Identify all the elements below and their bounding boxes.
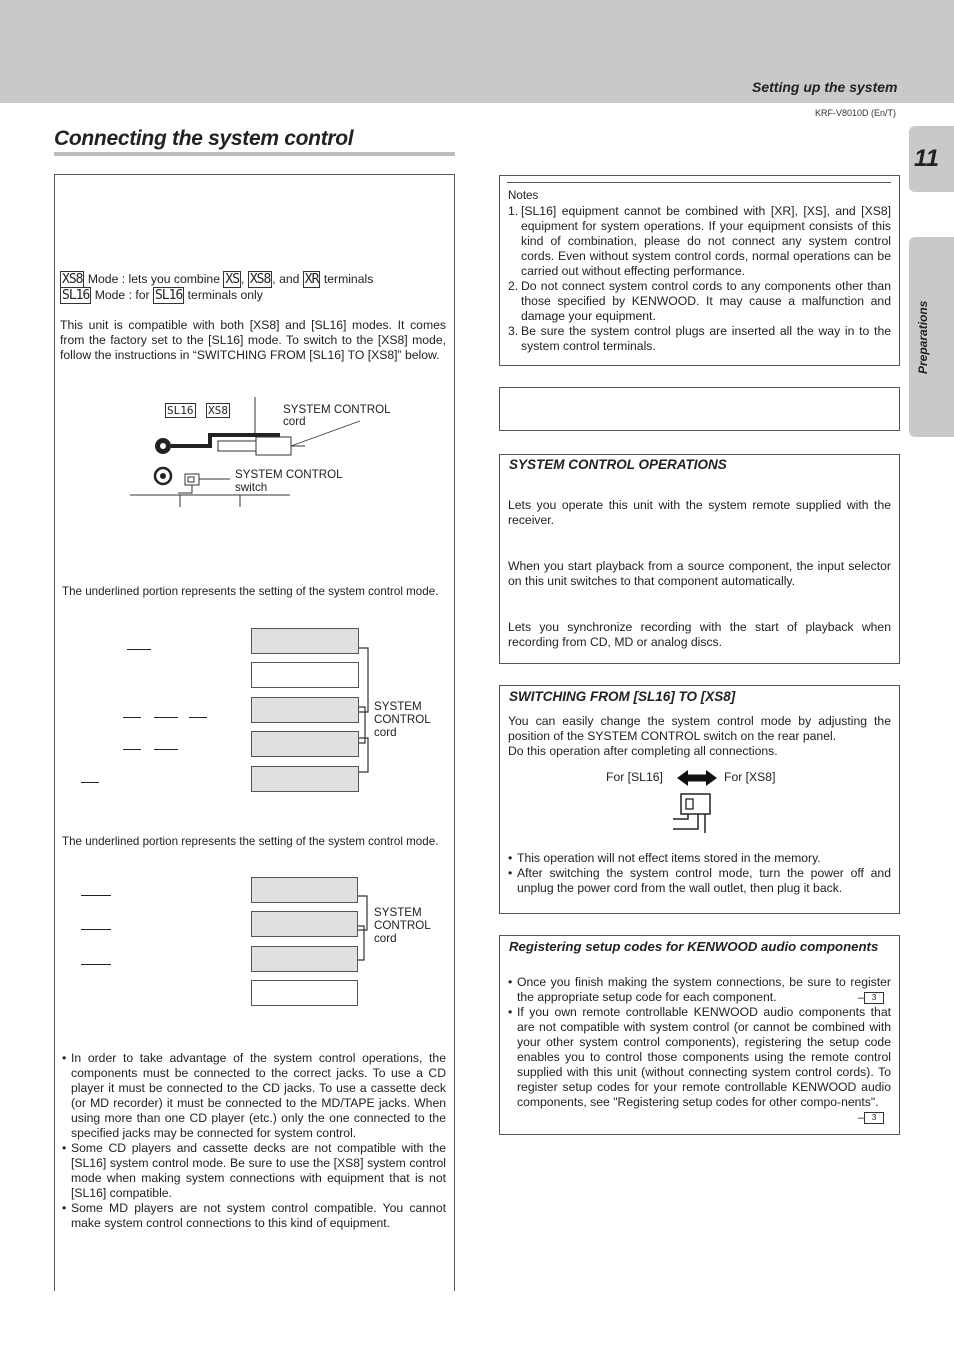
section-title: Setting up the system — [752, 79, 898, 95]
double-arrow-icon — [676, 769, 718, 787]
empty-box — [499, 387, 900, 431]
component-box — [251, 946, 358, 972]
component-box — [251, 980, 358, 1006]
for-sl16-label: For [SL16] — [606, 770, 663, 784]
cord-label-a: SYSTEM CONTROL cord — [374, 700, 431, 739]
left-bullet-list — [62, 1051, 446, 1231]
underline-mark — [123, 717, 141, 718]
list-item: 3. Be sure the system control plugs are inserted all the way in to the system control terminals. — [508, 324, 891, 353]
underline-mark — [81, 929, 111, 930]
underline-mark — [154, 717, 178, 718]
notes-rule — [507, 182, 891, 183]
list-item: • Some CD players and cassette decks are not compatible with the [SL16] system control mode. Be sure to use the [XS8] system control mode when making system connections with equipment that is not [SL16] compatible. — [62, 1141, 446, 1201]
ops-text-3: Lets you synchronize recording with the start of playback when recording from CD, MD or analog discs. — [508, 620, 891, 649]
left-frame-top — [54, 174, 455, 175]
left-frame-left — [54, 174, 55, 1291]
list-item: 1. [SL16] equipment cannot be combined with [XR], [XS], and [XS8] equipment for system operations. If your equipment consists of this kind of combination, please do not connect any system control cords. Even without system control cords, normal operations can be carried out without effecting performance. — [508, 204, 891, 278]
component-box — [251, 877, 358, 903]
underline-mark — [189, 717, 207, 718]
component-box — [251, 911, 358, 937]
registering-heading: Registering setup codes for KENWOOD audio components — [509, 939, 879, 954]
ops-text-2: When you start playback from a source component, the input selector on this unit switches to that component automatically. — [508, 559, 891, 588]
list-item: • If you own remote controllable KENWOOD audio components that are not compatible with system control (or cannot be combined with your other system control components), registering the setup code enables you to control those components using the remote control supplied with this unit (without connecting system control cords). To register setup codes for your remote controllable KENWOOD audio components, see "Registering setup codes for other compo-nents". — [508, 1005, 891, 1110]
xs8-badge: XS8 — [62, 272, 83, 287]
diagram-sl16-label: SL16 XS8 — [167, 404, 228, 417]
switching-heading: SWITCHING FROM [SL16] TO [XS8] — [509, 689, 736, 704]
underline-mark — [81, 782, 99, 783]
list-item: • This operation will not effect items stored in the memory. — [508, 851, 891, 866]
page-ref-icon: 3 — [864, 992, 884, 1004]
xr-badge: XR — [304, 272, 319, 287]
registering-bullets — [508, 975, 891, 1110]
for-xs8-label: For [XS8] — [724, 770, 776, 784]
cord-bracket — [355, 890, 375, 965]
component-box — [251, 628, 359, 654]
list-item: • Some MD players are not system control compatible. You cannot make system control connections to this kind of equipment. — [62, 1201, 446, 1231]
switching-text-2: Do this operation after completing all connections. — [508, 744, 778, 758]
page-ref-icon: 3 — [864, 1112, 884, 1124]
underline-mark — [81, 895, 111, 896]
page-title: Connecting the system control — [54, 127, 354, 150]
compat-text: This unit is compatible with both [XS8] and [SL16] modes. It comes from the factory set to the [SL16] mode. To switch to the [XS8] mode, follow the instructions in “SWITCHING FROM [SL16] TO [XS8]” below. — [60, 318, 446, 362]
switching-bullets — [508, 851, 891, 896]
left-frame-right — [454, 174, 455, 1291]
xs8-badge-2: XS8 — [249, 272, 271, 287]
underline-mark — [123, 749, 141, 750]
xs8-mode-line: XS8 Mode : lets you combine XS , XS8 , and XR terminals — [62, 272, 374, 287]
xs-badge: XS — [225, 272, 240, 287]
notes-heading: Notes — [508, 189, 539, 202]
underline-mark — [81, 964, 111, 965]
title-rule — [54, 152, 455, 156]
sl16-mode-line: SL16 Mode : for SL16 terminals only — [62, 288, 263, 303]
notes-list — [508, 204, 891, 354]
sl16-badge-2: SL16 — [154, 288, 183, 303]
diagram-switch-label: SYSTEM CONTROL switch — [235, 468, 343, 494]
cord-label-b: SYSTEM CONTROL cord — [374, 906, 431, 945]
underline-note-2: The underlined portion represents the setting of the system control mode. — [62, 835, 439, 848]
list-item: • After switching the system control mode, turn the power off and unplug the power cord from the wall outlet, then plug it back. — [508, 866, 891, 896]
underline-mark — [154, 749, 178, 750]
page-ref-2: – 3 — [858, 1112, 884, 1124]
underline-mark — [127, 649, 151, 650]
side-tab-label: Preparations — [916, 300, 930, 374]
ops-text-1: Lets you operate this unit with the system remote supplied with the receiver. — [508, 498, 891, 527]
sl16-badge: SL16 — [62, 288, 90, 303]
list-item: 2. Do not connect system control cords to any components other than those specified by KENWOOD. It may cause a malfunction and damage your equipment. — [508, 279, 891, 323]
switching-text-1: You can easily change the system control mode by adjusting the position of the SYSTEM CONTROL switch on the rear panel. — [508, 714, 891, 743]
page-ref-1: – 3 — [858, 992, 884, 1004]
component-box — [251, 766, 359, 792]
switch-diagram — [670, 791, 715, 836]
component-box — [251, 731, 359, 757]
underline-note-1: The underlined portion represents the setting of the system control mode. — [62, 585, 439, 598]
model-number: KRF-V8010D (En/T) — [815, 108, 897, 118]
cord-bracket — [355, 640, 375, 776]
ops-heading: SYSTEM CONTROL OPERATIONS — [509, 457, 727, 472]
page-number: 11 — [914, 145, 939, 172]
list-item: • Once you finish making the system connections, be sure to register the appropriate setup code for each component. — [508, 975, 891, 1005]
component-box — [251, 697, 359, 723]
component-box — [251, 662, 359, 688]
list-item: • In order to take advantage of the system control operations, the components must be connected to the correct jacks. To use a CD player it must be connected to the CD jacks. To use a cassette deck (or MD recorder) it must be connected to the MD/TAPE jacks. When using more than one CD player (etc.) only the one connected to the specified jacks may be connected for system control. — [62, 1051, 446, 1141]
diagram-cord-label: SYSTEM CONTROL cord — [283, 403, 391, 428]
